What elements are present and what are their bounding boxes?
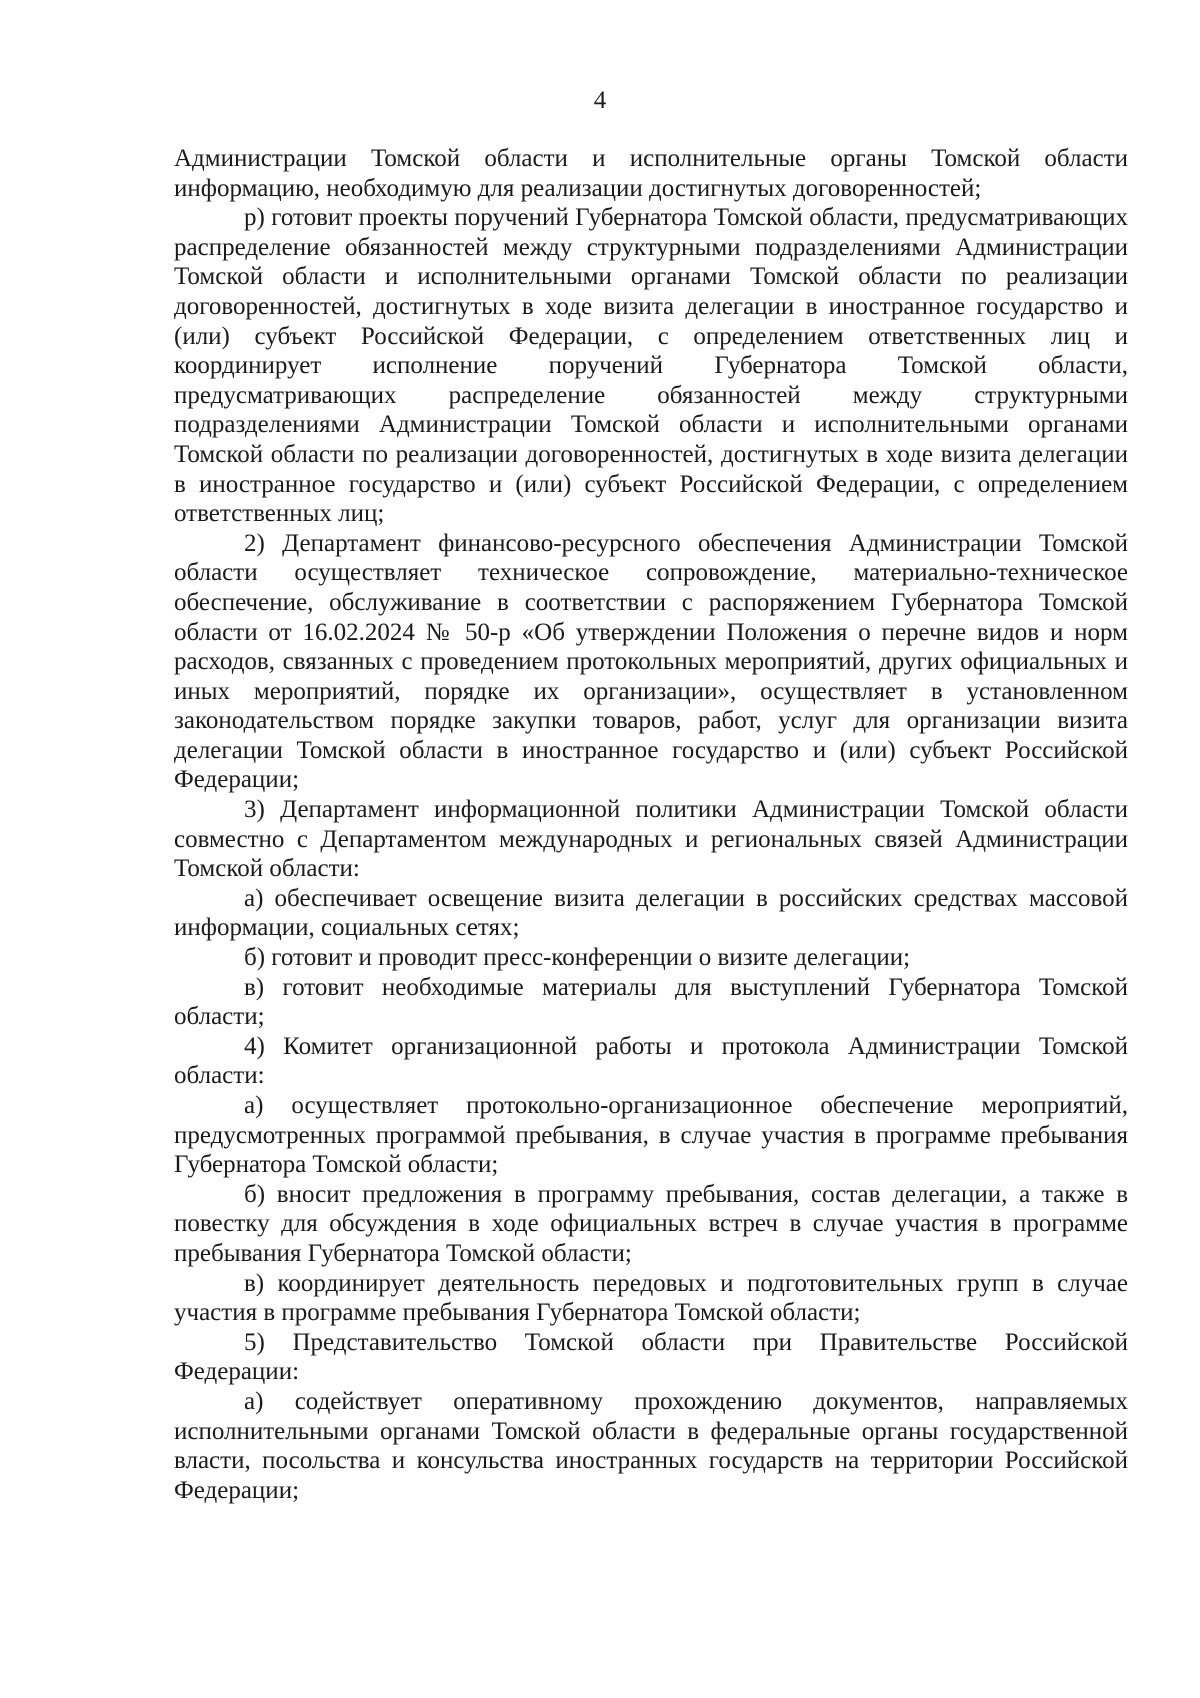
paragraph-item-3b: б) готовит и проводит пресс-конференции о визите делегации; xyxy=(244,944,911,972)
paragraph-item-3: 3) Департамент информационной политики Администрации Томской области совместно с Департаментом международных и региональных связей Администрации Томской области: xyxy=(174,796,1128,883)
paragraph-item-4v: в) координирует деятельность передовых и подготовительных групп в случае участия в программе пребывания Губернатора Томской области; xyxy=(174,1269,1128,1327)
paragraph-item-4a: а) осуществляет протокольно-организационное обеспечение мероприятий, предусмотренных программой пребывания, в случае участия в программе пребывания Губернатора Томской области; xyxy=(174,1092,1128,1179)
paragraph-item-3v: в) готовит необходимые материалы для выступлений Губернатора Томской области; xyxy=(174,973,1128,1031)
paragraph-item-r: р) готовит проекты поручений Губернатора Томской области, предусматривающих распределение обязанностей между структурными подразделениями Администрации Томской области и исполнительными органами Томской области по реализации договоренностей, достигнутых в ходе визита делегации в иностранное государство и (или) субъект Российской Федерации, с определением ответственных лиц и координирует исполнение поручений Губернатора Томской области, предусматривающих распределение обязанностей между структурными подразделениями Администрации Томской области и исполнительными органами Томской области по реализации договоренностей, достигнутых в ходе визита делегации в иностранное государство и (или) субъект Российской Федерации, с определением ответственных лиц; xyxy=(174,204,1128,528)
paragraph-item-5: 5) Представительство Томской области при Правительстве Российской Федерации: xyxy=(174,1328,1128,1386)
paragraph-item-2: 2) Департамент финансово-ресурсного обеспечения Администрации Томской области осуществляет техническое сопровождение, материально-техническое обеспечение, обслуживание в соответствии с распоряжением Губернатора Томской области от 16.02.2024 № 50-р «Об утверждении Положения о перечне видов и норм расходов, связанных с проведением протокольных мероприятий, других официальных и иных мероприятий, порядке их организации», осуществляет в установленном законодательством порядке закупки товаров, работ, услуг для организации визита делегации Томской области в иностранное государство и (или) субъект Российской Федерации; xyxy=(174,529,1128,794)
paragraph-item-5a: а) содействует оперативному прохождению документов, направляемых исполнительными органами Томской области в федеральные органы государственной власти, посольства и консульства иностранных государств на территории Российской Федерации; xyxy=(174,1387,1128,1504)
page-number: 4 xyxy=(593,87,607,114)
paragraph-continuation: Администрации Томской области и исполнительные органы Томской области информацию, необходимую для реализации достигнутых договоренностей; xyxy=(174,145,1128,202)
paragraph-item-4: 4) Комитет организационной работы и протокола Администрации Томской области: xyxy=(174,1032,1128,1090)
paragraph-item-4b: б) вносит предложения в программу пребывания, состав делегации, а также в повестку для обсуждения в ходе официальных встреч в случае участия в программе пребывания Губернатора Томской области; xyxy=(174,1180,1128,1267)
paragraph-item-3a: а) обеспечивает освещение визита делегации в российских средствах массовой информации, социальных сетях; xyxy=(174,884,1128,942)
document-body xyxy=(174,144,1128,1505)
